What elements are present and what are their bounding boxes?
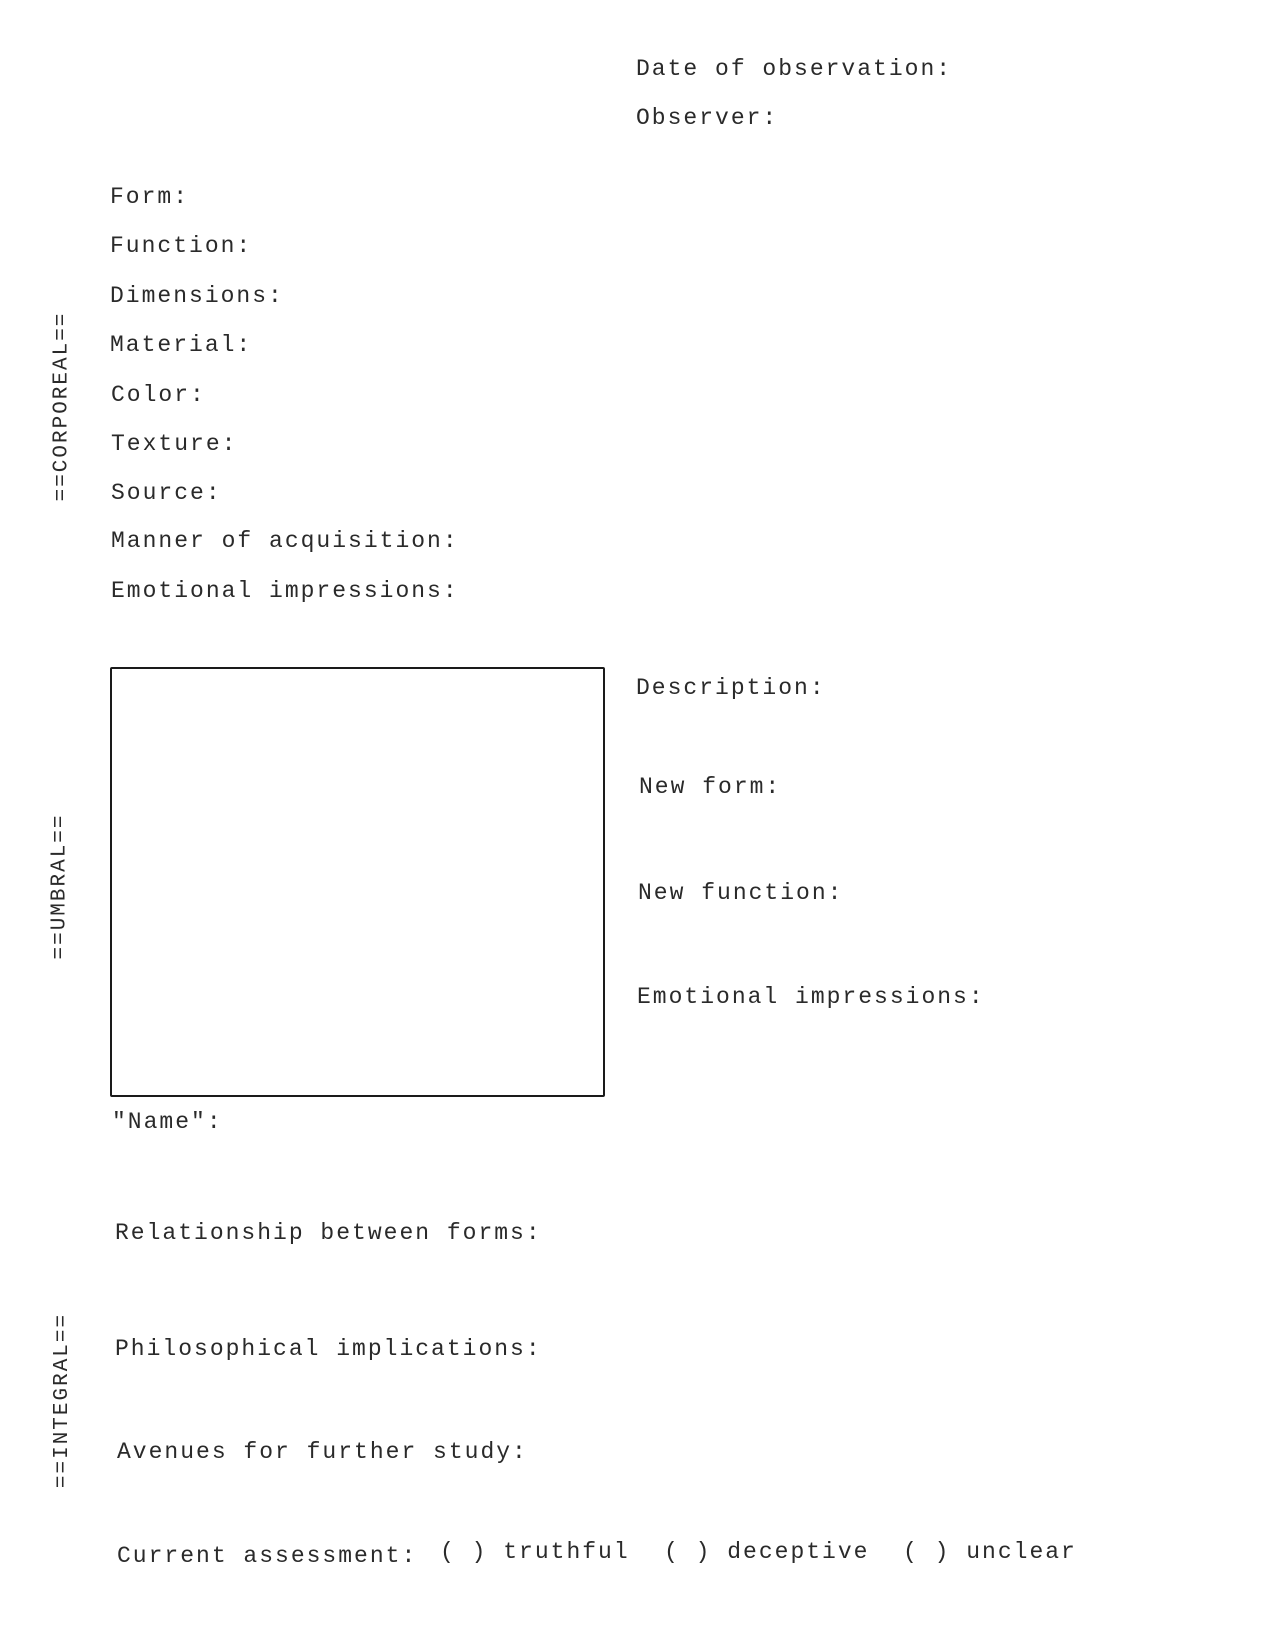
relationship-between-forms-label: Relationship between forms: [115,1220,542,1246]
philosophical-implications-label: Philosophical implications: [115,1336,542,1362]
description-label: Description: [636,675,826,701]
assessment-option-deceptive[interactable] [664,1541,869,1564]
umbral-section-label: ==UMBRAL== [48,813,72,960]
color-label: Color: [111,382,206,408]
manner-of-acquisition-label: Manner of acquisition: [111,528,459,554]
corporeal-section-label: ==CORPOREAL== [50,311,74,502]
integral-section-label: ==INTEGRAL== [51,1312,75,1489]
texture-label: Texture: [111,431,238,457]
assessment-checkbox[interactable]: ( ) [440,1539,488,1565]
new-form-label: New form: [639,774,782,800]
assessment-option-truthful[interactable] [440,1541,630,1564]
assessment-option-label: deceptive [727,1539,870,1565]
assessment-option-label: truthful [503,1539,630,1565]
form-label: Form: [110,184,190,210]
corporeal-emotional-impressions-label: Emotional impressions: [111,578,459,604]
name-label: "Name": [112,1109,223,1135]
observer-label: Observer: [636,105,779,131]
source-label: Source: [111,480,222,506]
assessment-option-unclear[interactable] [903,1541,1077,1564]
avenues-for-further-study-label: Avenues for further study: [117,1439,528,1465]
assessment-option-label: unclear [966,1539,1077,1565]
assessment-checkbox[interactable]: ( ) [664,1539,712,1565]
material-label: Material: [110,332,253,358]
date-of-observation-label: Date of observation: [636,56,953,82]
assessment-checkbox[interactable]: ( ) [903,1539,951,1565]
dimensions-label: Dimensions: [110,283,284,309]
function-label: Function: [110,233,253,259]
umbral-emotional-impressions-label: Emotional impressions: [637,984,985,1010]
new-function-label: New function: [638,880,844,906]
current-assessment-label: Current assessment: [117,1543,418,1569]
sketch-box [110,667,605,1097]
